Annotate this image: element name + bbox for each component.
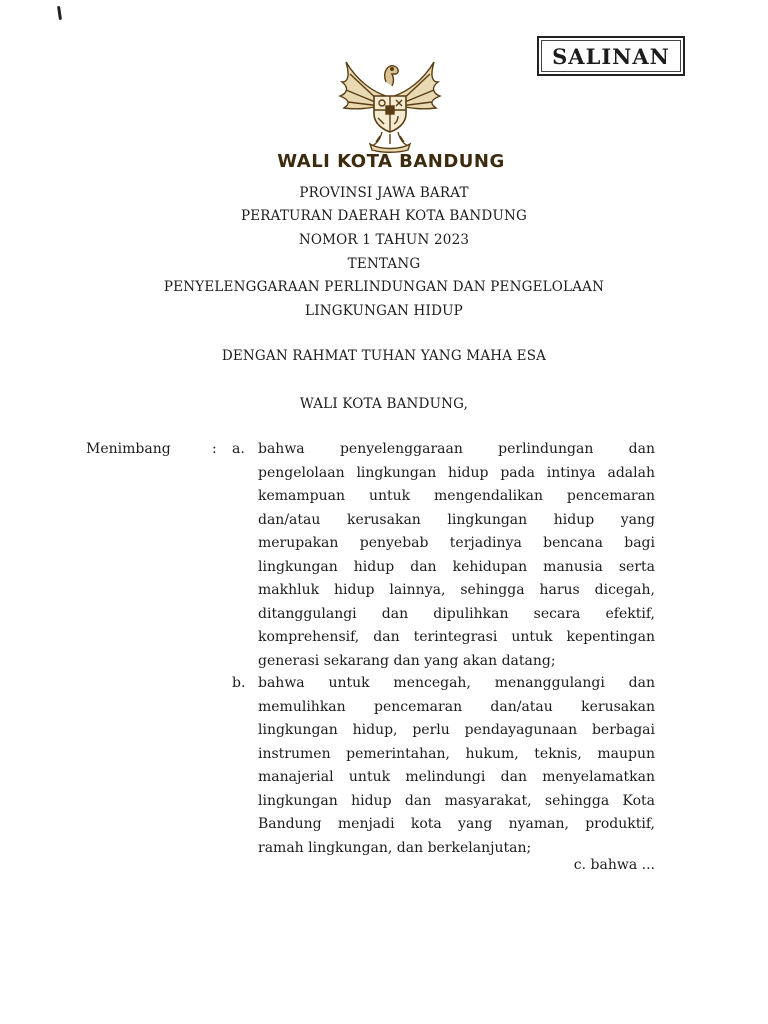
scan-mark (57, 6, 62, 20)
item-a-line: dan/atau kerusakan lingkungan hidup yang (258, 511, 655, 528)
item-a-line: kemampuan untuk mengendalikan pencemaran (258, 488, 655, 504)
item-b-line: Bandung menjadi kota yang nyaman, produktif, (258, 816, 655, 832)
item-a-line: generasi sekarang dan yang akan datang; (258, 652, 556, 669)
item-a-line: ditanggulangi dan dipulihkan secara efektif, (258, 605, 655, 622)
blessing-heading: DENGAN RAHMAT TUHAN YANG MAHA ESA (221, 348, 547, 364)
regulation-heading: PERATURAN DAERAH KOTA BANDUNG (240, 208, 528, 224)
authority-heading: WALI KOTA BANDUNG, (299, 396, 469, 412)
consideration-label: Menimbang (86, 441, 171, 457)
item-a-line: pengelolaan lingkungan hidup pada intinya adalah (258, 464, 655, 481)
about-heading: TENTANG (347, 256, 421, 272)
official-title: WALI KOTA BANDUNG (277, 151, 505, 172)
item-a-line: merupakan penyebab terjadinya bencana bagi (258, 535, 655, 551)
regulation-number: NOMOR 1 TAHUN 2023 (298, 232, 470, 248)
item-a-line: bahwa penyelenggaraan perlindungan dan (258, 441, 655, 457)
item-a-marker: a. (232, 441, 245, 457)
consideration-colon: : (212, 441, 217, 457)
item-b-marker: b. (232, 675, 246, 691)
item-b-line: manajerial untuk melindungi dan menyelamatkan (258, 769, 655, 785)
item-b-line: lingkungan hidup dan masyarakat, sehingga Kota (258, 792, 655, 809)
item-b-line: lingkungan hidup, perlu pendayagunaan berbagai (258, 722, 655, 738)
continuation-marker: c. bahwa ... (573, 857, 655, 873)
item-b-line: ramah lingkungan, dan berkelanjutan; (258, 839, 532, 856)
salinan-stamp: SALINAN (537, 36, 685, 76)
subject-line-2: LINGKUNGAN HIDUP (305, 303, 463, 319)
item-b-line: bahwa untuk mencegah, menanggulangi dan (258, 675, 655, 691)
province-heading: PROVINSI JAWA BARAT (299, 185, 469, 201)
item-a-text (258, 438, 655, 673)
item-a-line: lingkungan hidup dan kehidupan manusia serta (258, 558, 655, 575)
item-b-text (258, 672, 655, 860)
item-b-line: instrumen pemerintahan, hukum, teknis, maupun (258, 745, 655, 762)
subject-line-1: PENYELENGGARAAN PERLINDUNGAN DAN PENGELOLAAN (163, 279, 605, 295)
garuda-emblem-icon (336, 52, 444, 154)
item-b-line: memulihkan pencemaran dan/atau kerusakan (258, 698, 655, 715)
item-a-line: makhluk hidup lainnya, sehingga harus dicegah, (258, 582, 655, 598)
item-a-line: komprehensif, dan terintegrasi untuk kepentingan (258, 629, 655, 645)
